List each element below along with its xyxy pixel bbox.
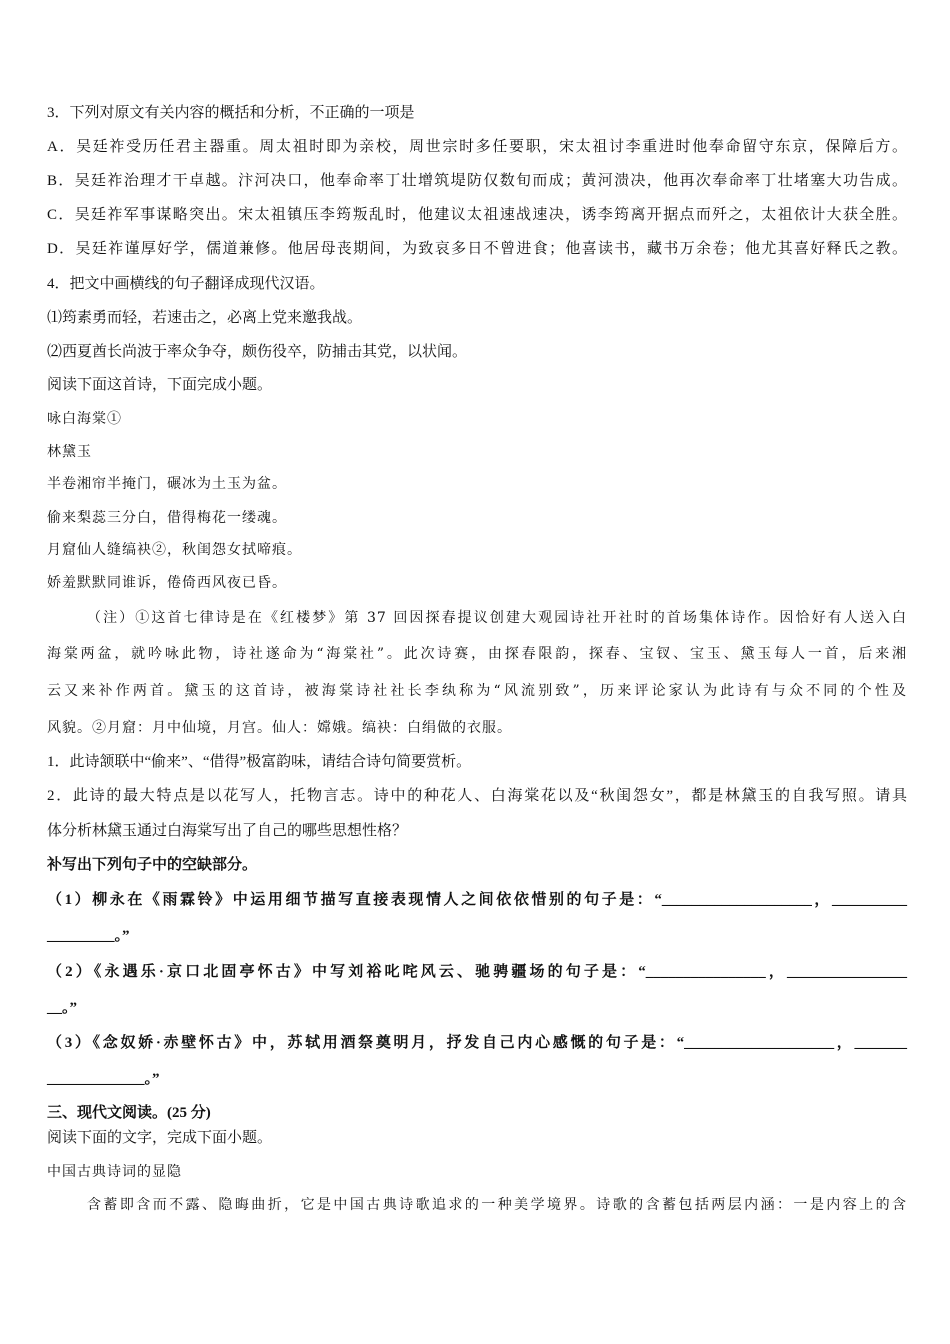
poem-title: 咏白海棠① <box>47 411 122 427</box>
question-3-stem: 3．下列对原文有关内容的概括和分析，不正确的一项是 <box>47 105 415 121</box>
fill-blank-item-1-line-1: （1）柳永在《雨霖铃》中运用细节描写直接表现情人之间依依惜别的句子是：“____________________，__________ <box>47 892 907 908</box>
article-title: 中国古典诗词的显隐 <box>47 1164 182 1180</box>
fill-blank-item-3-line-2: _____________。” <box>47 1071 160 1087</box>
poem-question-1: 1．此诗颔联中“偷来”、“借得”极富韵味，请结合诗句简要赏析。 <box>47 754 472 770</box>
question-3-option-a: A．吴廷祚受历任君主器重。周太祖时即为亲校，周世宗时多任要职，宋太祖讨李重进时他奉命留守东京，保障后方。 <box>47 139 907 155</box>
poem-line-1: 半卷湘帘半掩门，碾冰为土玉为盆。 <box>47 476 287 492</box>
article-paragraph-1: 含蓄即含而不露、隐晦曲折，它是中国古典诗歌追求的一种美学境界。诗歌的含蓄包括两层内涵：一是内容上的含 <box>87 1197 907 1213</box>
fill-blank-title: 补写出下列句子中的空缺部分。 <box>47 857 258 873</box>
poem-line-3: 月窟仙人缝缟袂②，秋闺怨女拭啼痕。 <box>47 542 302 558</box>
fill-blank-item-2-line-1: （2）《永遇乐·京口北固亭怀古》中写刘裕叱咤风云、驰骋疆场的句子是：“________________，________________ <box>47 964 907 980</box>
poem-intro: 阅读下面这首诗，下面完成小题。 <box>47 377 273 393</box>
fill-blank-item-3-line-1: （3）《念奴娇·赤壁怀古》中，苏轼用酒祭奠明月，抒发自己内心感慨的句子是：“____________________，_______ <box>47 1035 907 1051</box>
poem-note-line-1: （注）①这首七律诗是在《红楼梦》第 37 回因探春提议创建大观园诗社开社时的首场集体诗作。因恰好有人送入白 <box>87 610 907 626</box>
question-3-option-c: C．吴廷祚军事谋略突出。宋太祖镇压李筠叛乱时，他建议太祖速战速决，诱李筠离开据点而歼之，太祖依计大获全胜。 <box>47 207 907 223</box>
poem-note-line-4: 风貌。②月窟：月中仙境，月宫。仙人：嫦娥。缟袂：白绢做的衣服。 <box>47 720 512 736</box>
poem-note-line-3: 云又来补作两首。黛玉的这首诗，被海棠诗社社长李纨称为“风流别致”，历来评论家认为此诗有与众不同的个性及 <box>47 683 907 699</box>
question-4-item-2: ⑵西夏酋长尚波于率众争夺，颇伤役卒，防捕击其党，以状闻。 <box>47 344 468 360</box>
fill-blank-item-1-line-2: _________。” <box>47 928 130 944</box>
poem-question-2-line-2: 体分析林黛玉通过白海棠写出了自己的哪些思想性格？ <box>47 823 408 839</box>
question-4-item-1: ⑴筠素勇而轻，若速击之，必离上党来邀我战。 <box>47 310 363 326</box>
fill-blank-item-2-line-2: __。” <box>47 1000 78 1016</box>
poem-line-4: 娇羞默默同谁诉，倦倚西风夜已昏。 <box>47 575 287 591</box>
poem-question-2-line-1: 2．此诗的最大特点是以花写人，托物言志。诗中的种花人、白海棠花以及“秋闺怨女”，都是林黛玉的自我写照。请具 <box>47 788 907 804</box>
question-3-option-b: B．吴廷祚治理才干卓越。汴河决口，他奉命率丁壮增筑堤防仅数旬而成；黄河溃决，他再次奉命率丁壮堵塞大功告成。 <box>47 173 907 189</box>
question-3-option-d: D．吴廷祚谨厚好学，儒道兼修。他居母丧期间，为致哀多日不曾进食；他喜读书，藏书万余卷；他尤其喜好释氏之教。 <box>47 241 907 257</box>
question-4-stem: 4．把文中画横线的句子翻译成现代汉语。 <box>47 276 325 292</box>
poem-line-2: 偷来梨蕊三分白，借得梅花一缕魂。 <box>47 510 287 526</box>
poem-note-line-2: 海棠两盆，就吟咏此物，诗社遂命为“海棠社”。此次诗赛，由探春限韵，探春、宝钗、宝玉、黛玉每人一首，后来湘 <box>47 646 907 662</box>
poem-author: 林黛玉 <box>47 444 92 460</box>
section-3-intro: 阅读下面的文字，完成下面小题。 <box>47 1130 273 1146</box>
section-3-heading: 三、现代文阅读。(25 分) <box>47 1105 211 1121</box>
